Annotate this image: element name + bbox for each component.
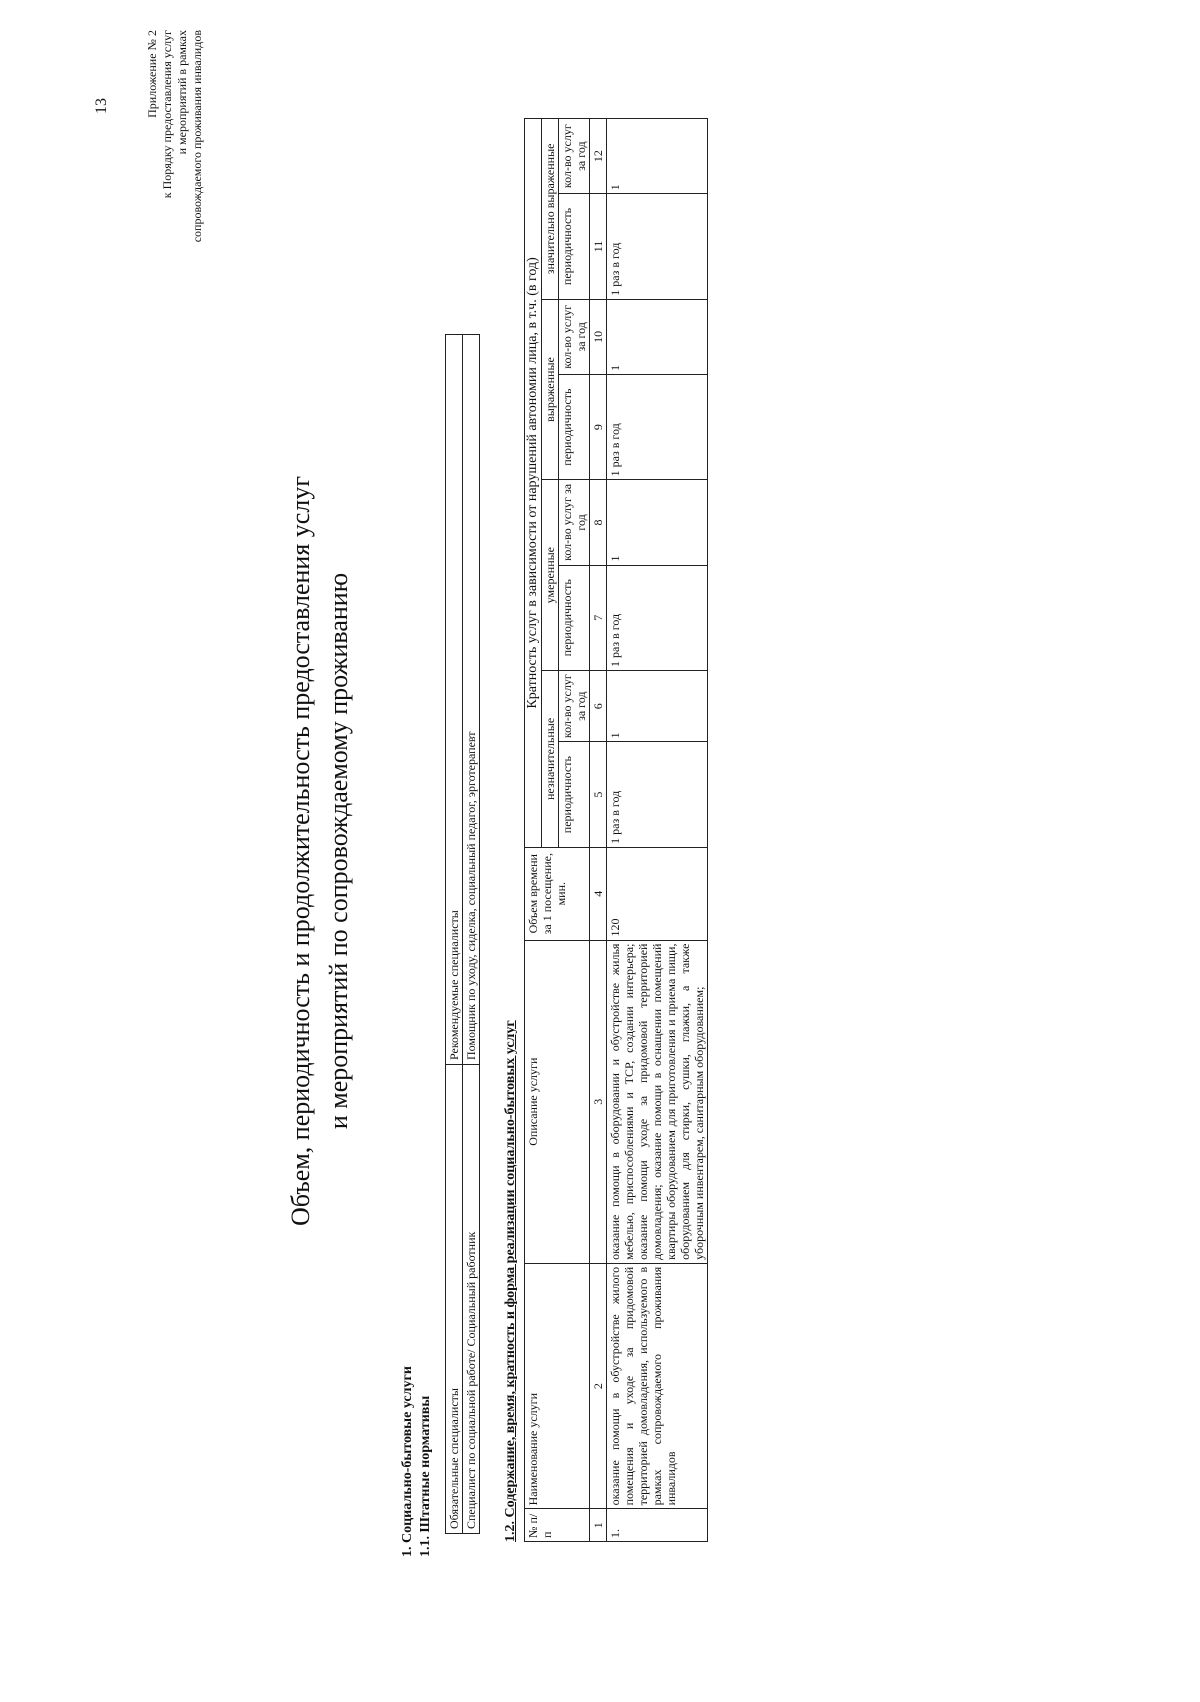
appendix-block — [145, 30, 205, 260]
row-num: 1. — [607, 1509, 708, 1542]
document-title — [282, 0, 358, 1702]
sub-header: кол-во услуг за год — [559, 670, 590, 741]
page-number: 13 — [93, 98, 110, 114]
sub-header: периодичность — [559, 565, 590, 670]
appendix-line: к Порядку предоставления услуг — [160, 30, 174, 199]
row-period: 1 раз в год — [607, 374, 708, 479]
col-number: 11 — [590, 194, 607, 299]
col-number: 2 — [590, 1263, 607, 1509]
sub-header: кол-во услуг за год — [559, 480, 590, 565]
row-period: 1 раз в год — [607, 742, 708, 847]
row-count: 1 — [607, 119, 708, 194]
appendix-line: сопровождаемого проживания инвалидов — [190, 30, 204, 243]
col-number: 3 — [590, 940, 607, 1263]
sub-header: кол-во услуг за год — [559, 119, 590, 194]
col-number: 6 — [590, 670, 607, 741]
header-num: № п/п — [525, 1509, 590, 1542]
table-header-cell: Рекомендуемые специалисты — [446, 335, 463, 1065]
col-number: 12 — [590, 119, 607, 194]
group-header: значительно выраженные — [542, 119, 559, 300]
section-heading: 1. Социально-бытовые услуги — [400, 1366, 415, 1557]
row-service-name: оказание помощи в обустройстве жилого помещения и уходе за придомовой территорией домовладения, используемого в рамках сопровождаемого проживания инвалидов — [607, 1263, 708, 1509]
appendix-line: Приложение № 2 — [145, 30, 159, 118]
table-row — [446, 335, 463, 1534]
table-row — [607, 119, 708, 1542]
row-service-desc: оказание помощи в оборудовании и обустройстве жилья мебелью, приспособлениями и ТСР, создании интерьера; оказание помощи уходе за придомовой территорией домовладения; оказание помощи в оснащении помещений квартиры оборудованием для приготовления и приема пищи, оборудованием для стирки, сушки, глажки, а также уборочным инвентарем, санитарным оборудованием; — [607, 940, 708, 1263]
title-line-1: Объем, периодичность и продолжительность предоставления услуг — [286, 476, 315, 1226]
sub-header: периодичность — [559, 194, 590, 299]
row-count: 1 — [607, 670, 708, 741]
header-frequency: Кратность услуг в зависимости от нарушений автономии лица, в т.ч. (в год) — [525, 119, 542, 848]
col-number: 9 — [590, 374, 607, 479]
row-period: 1 раз в год — [607, 565, 708, 670]
services-table — [524, 118, 708, 1542]
col-number: 1 — [590, 1509, 607, 1542]
table-row — [463, 335, 480, 1534]
col-number: 4 — [590, 847, 607, 940]
header-name: Наименование услуги — [525, 1263, 590, 1509]
sub-header: периодичность — [559, 742, 590, 847]
table-row — [525, 119, 542, 1542]
col-number: 7 — [590, 565, 607, 670]
group-header: умеренные — [542, 480, 559, 671]
group-header: незначительные — [542, 670, 559, 847]
appendix-line: и мероприятий в рамках — [175, 30, 189, 155]
col-number: 5 — [590, 742, 607, 847]
group-header: выраженные — [542, 299, 559, 480]
subsection-heading: 1.1. Штатные нормативы — [418, 1395, 433, 1557]
table-header-cell: Обязательные специалисты — [446, 1065, 463, 1534]
sub-header: кол-во услуг за год — [559, 299, 590, 374]
table-cell: Помощник по уходу, сиделка, социальный педагог, эрготерапевт — [463, 335, 480, 1065]
row-count: 1 — [607, 299, 708, 374]
row-time: 120 — [607, 847, 708, 940]
header-desc: Описание услуги — [525, 940, 590, 1263]
row-count: 1 — [607, 480, 708, 565]
col-number: 8 — [590, 480, 607, 565]
title-line-2: и мероприятий по сопровождаемому проживанию — [324, 572, 353, 1130]
sub-header: периодичность — [559, 374, 590, 479]
row-period: 1 раз в год — [607, 194, 708, 299]
table-caption: 1.2. Содержание, время, кратность и форма реализации социально-бытовых услуг — [503, 1020, 518, 1542]
table-cell: Специалист по социальной работе/ Социальный работник — [463, 1065, 480, 1534]
staff-table — [445, 334, 480, 1534]
header-time: Объем времени за 1 посещение, мин. — [525, 847, 590, 940]
table-row — [590, 119, 607, 1542]
col-number: 10 — [590, 299, 607, 374]
